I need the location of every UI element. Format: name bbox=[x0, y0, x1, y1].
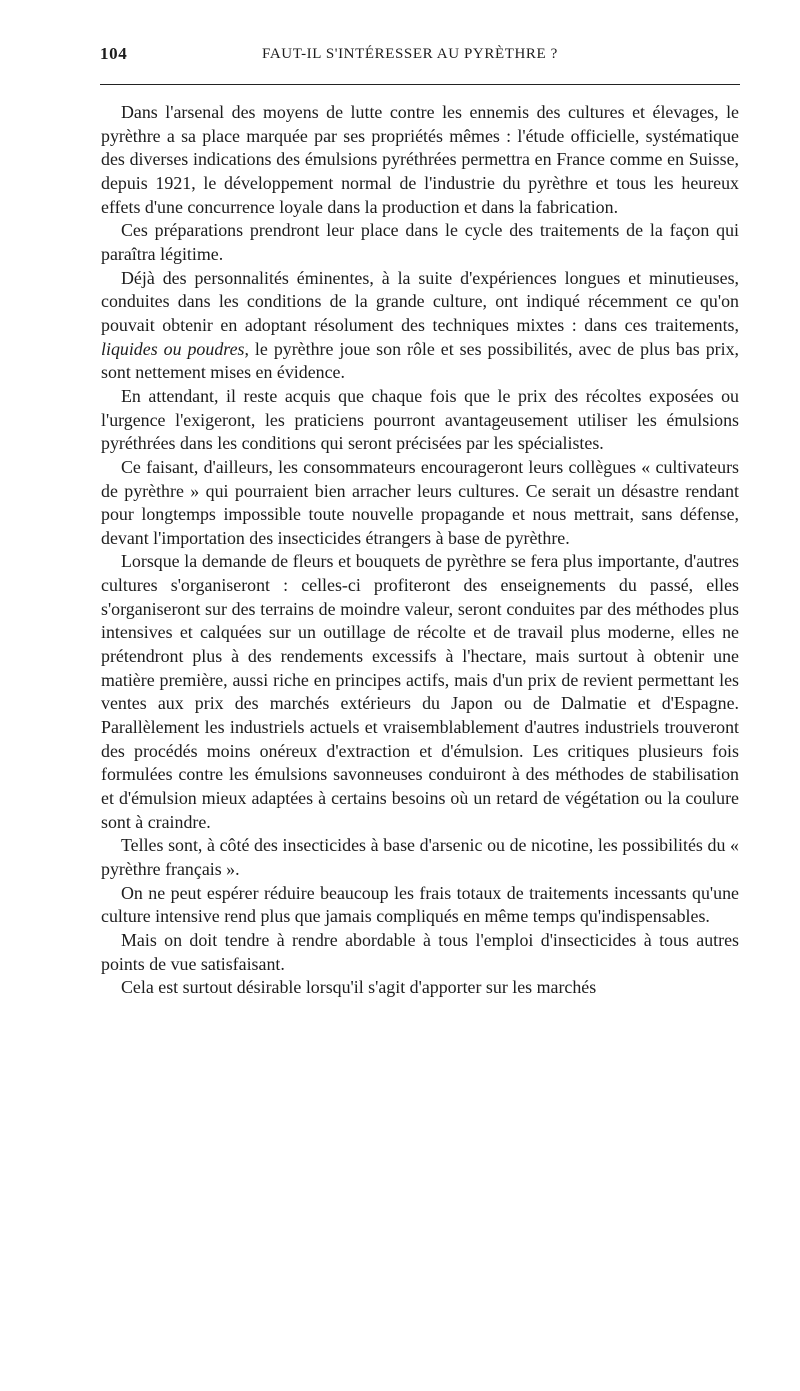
paragraph-6: Lorsque la demande de fleurs et bouquets de pyrèthre se fera plus importante, d'autres cultures s'organiseront : celles-ci profiteront des enseignements du passé, elles s'organiseront sur des terrains de moindre valeur, seront conduites par des méthodes plus intensives et calquées sur un outillage de récolte et de travail plus moderne, elles ne prétendront plus à des rendements excessifs à l'hectare, mais surtout à obtenir une matière première, aussi riche en principes actifs, mais d'un prix de revient permettant les ventes aux prix des marchés extérieurs du Japon ou de Dalmatie et d'Espagne. Parallèlement les industriels actuels et vraisemblablement d'autres industriels trouveront des procédés moins onéreux d'extraction et d'émulsion. Les critiques plusieurs fois formulées contre les émulsions savonneuses conduiront à des méthodes de stabilisation et d'émulsion mieux adaptées à certains besoins où un retard de végétation ou la coulure sont à craindre. bbox=[101, 551, 739, 832]
paragraph-3-text-b: , le pyrèthre joue son rôle et ses possibilités, avec de plus bas prix, sont nettement mises en évidence. bbox=[101, 338, 739, 383]
paragraph-7: Telles sont, à côté des insecticides à base d'arsenic ou de nicotine, les possibilités du « pyrèthre français ». bbox=[101, 835, 739, 879]
paragraph-5: Ce faisant, d'ailleurs, les consommateurs encourageront leurs collègues « cultivateurs de pyrèthre » qui pourraient bien arracher leurs cultures. Ce serait un désastre rendant pour longtemps impossible toute nouvelle propagande et nous mettrait, sans défense, devant l'importation des insecticides étrangers à base de pyrèthre. bbox=[101, 456, 739, 548]
paragraph-8: On ne peut espérer réduire beaucoup les frais totaux de traitements incessants qu'une culture intensive rend plus que jamais compliqués en même temps qu'indispensables. bbox=[101, 882, 739, 927]
paragraph-1: Dans l'arsenal des moyens de lutte contre les ennemis des cultures et élevages, le pyrèthre a sa place marquée par ses propriétés mêmes : l'étude officielle, systématique des diverses indications des émulsions pyréthrées permettra en France comme en Suisse, depuis 1921, le développement normal de l'industrie du pyrèthre et tous les heureux effets d'une concurrence loyale dans la production et dans la fabrication. bbox=[101, 102, 739, 217]
paragraph-10: Cela est surtout désirable lorsqu'il s'agit d'apporter sur les marchés bbox=[121, 977, 597, 998]
body-text bbox=[101, 101, 739, 1000]
paragraph-3 bbox=[101, 267, 739, 385]
running-title: FAUT-IL S'INTÉRESSER AU PYRÈTHRE ? bbox=[262, 46, 558, 62]
paragraph-9: Mais on doit tendre à rendre abordable à tous l'emploi d'insecticides à tous autres points de vue satisfaisant. bbox=[101, 929, 739, 974]
page-header bbox=[100, 44, 740, 74]
paragraph-3-text-a: Déjà des personnalités éminentes, à la suite d'expériences longues et minutieuses, conduites dans les conditions de la grande culture, ont indiqué récemment ce qu'on pouvait obtenir en adoptant résolument des techniques mixtes : dans ces traitements, bbox=[101, 267, 739, 335]
paragraph-2: Ces préparations prendront leur place dans le cycle des traitements de la façon qui paraîtra légitime. bbox=[101, 220, 739, 264]
page-number: 104 bbox=[100, 44, 128, 63]
paragraph-3-italic: liquides ou poudres bbox=[101, 338, 245, 359]
paragraph-4: En attendant, il reste acquis que chaque fois que le prix des récoltes exposées ou l'urgence l'exigeront, les praticiens pourront avantageusement utiliser les émulsions pyréthrées dans les conditions qui seront précisées par les spécialistes. bbox=[101, 385, 739, 454]
header-rule bbox=[100, 84, 740, 85]
